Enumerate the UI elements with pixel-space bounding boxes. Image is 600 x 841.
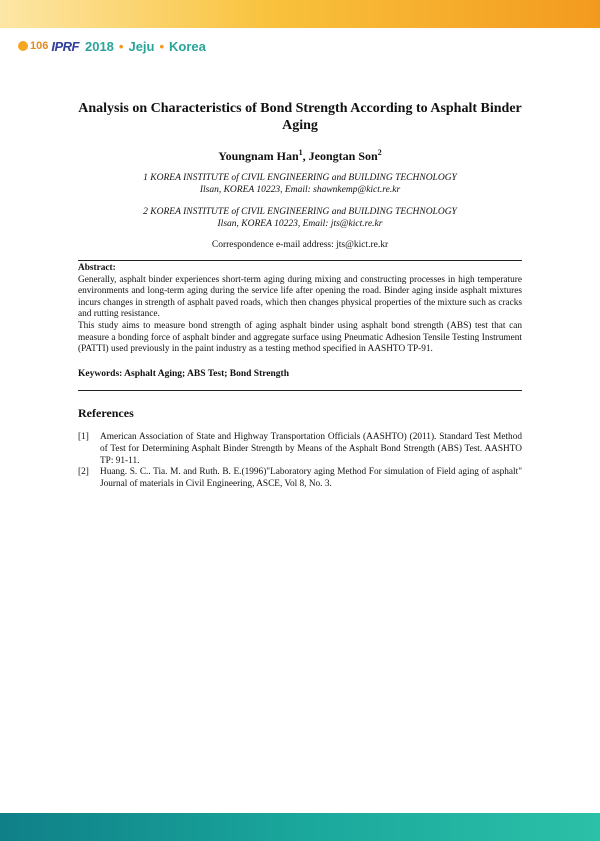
references-heading: References xyxy=(78,406,134,420)
keywords: Keywords: Asphalt Aging; ABS Test; Bond Strength xyxy=(78,369,289,379)
affiliation-1 xyxy=(78,172,522,196)
abstract xyxy=(78,263,522,356)
header-bullet: • xyxy=(118,38,124,54)
affiliation-1-institute: 1 KOREA INSTITUTE of CIVIL ENGINEERING and BUILDING TECHNOLOGY xyxy=(143,173,457,183)
abstract-label: Abstract: xyxy=(78,263,116,273)
references-list xyxy=(78,432,522,491)
reference-item xyxy=(78,432,522,467)
abstract-paragraph: This study aims to measure bond strength of aging asphalt binder using asphalt bond strength (ABS) test that can measure a bonding force of asphalt binder and aggregate surface using Pneumatic Adhesion Tensile Testing Instrument (PATTI) used previously in the paint industry as a testing method specified in AASHTO TP-91. xyxy=(78,320,522,355)
conference-logo: IPRF xyxy=(51,38,79,54)
conference-header xyxy=(18,36,206,56)
affiliation-2 xyxy=(78,206,522,230)
affiliation-2-institute: 2 KOREA INSTITUTE of CIVIL ENGINEERING and BUILDING TECHNOLOGY xyxy=(143,207,457,217)
affiliation-2-address: Ilsan, KOREA 10223, Email: jts@kict.re.kr xyxy=(217,219,383,229)
author-1-affil: 1 xyxy=(298,148,303,157)
reference-number: [1] xyxy=(78,432,89,442)
affiliation-1-address: Ilsan, KOREA 10223, Email: shawnkemp@kict.re.kr xyxy=(199,185,401,195)
conference-year: 2018 xyxy=(84,38,114,54)
paper-title: Analysis on Characteristics of Bond Strength According to Asphalt Binder Aging xyxy=(78,101,522,133)
header-bullet: • xyxy=(159,38,165,54)
conference-city: Jeju xyxy=(128,38,155,54)
bottom-banner xyxy=(0,813,600,841)
author-2-affil: 2 xyxy=(377,148,382,157)
correspondence: Correspondence e-mail address: jts@kict.re.kr xyxy=(211,240,389,250)
author-separator: , xyxy=(302,149,309,163)
top-banner xyxy=(0,0,600,28)
abstract-paragraph: Generally, asphalt binder experiences short-term aging during mixing and constructing processes in high temperature environments and long-term aging during the service life after opening the road. Binder aging inside asphalt mixtures incurs changes in strength of asphalt paved roads, which then changes physical properties of the mixture such as cracks and rutting resistance. xyxy=(78,274,522,320)
author-1: Youngnam Han xyxy=(218,149,299,163)
conference-number: 106 xyxy=(30,40,49,52)
divider xyxy=(78,390,522,391)
conference-country: Korea xyxy=(169,38,206,54)
divider xyxy=(78,260,522,261)
reference-text: American Association of State and Highway Transportation Officials (AASHTO) (2011). Standard Test Method of Test for Determining Asphalt Binder Strength by Means of the Asphalt Bond Strength (ABS) Test. AASHTO TP: 91-11. xyxy=(100,432,522,466)
authors xyxy=(78,148,522,164)
sun-logo-icon xyxy=(18,41,28,51)
reference-text: Huang. S. C.. Tia. M. and Ruth. B. E.(1996)"Laboratory aging Method For simulation of Field aging of asphalt" Journal of materials in Civil Engineering, ASCE, Vol 8, No. 3. xyxy=(100,467,522,490)
reference-number: [2] xyxy=(78,467,89,478)
author-2: Jeongtan Son xyxy=(308,149,378,163)
reference-item xyxy=(78,467,522,491)
